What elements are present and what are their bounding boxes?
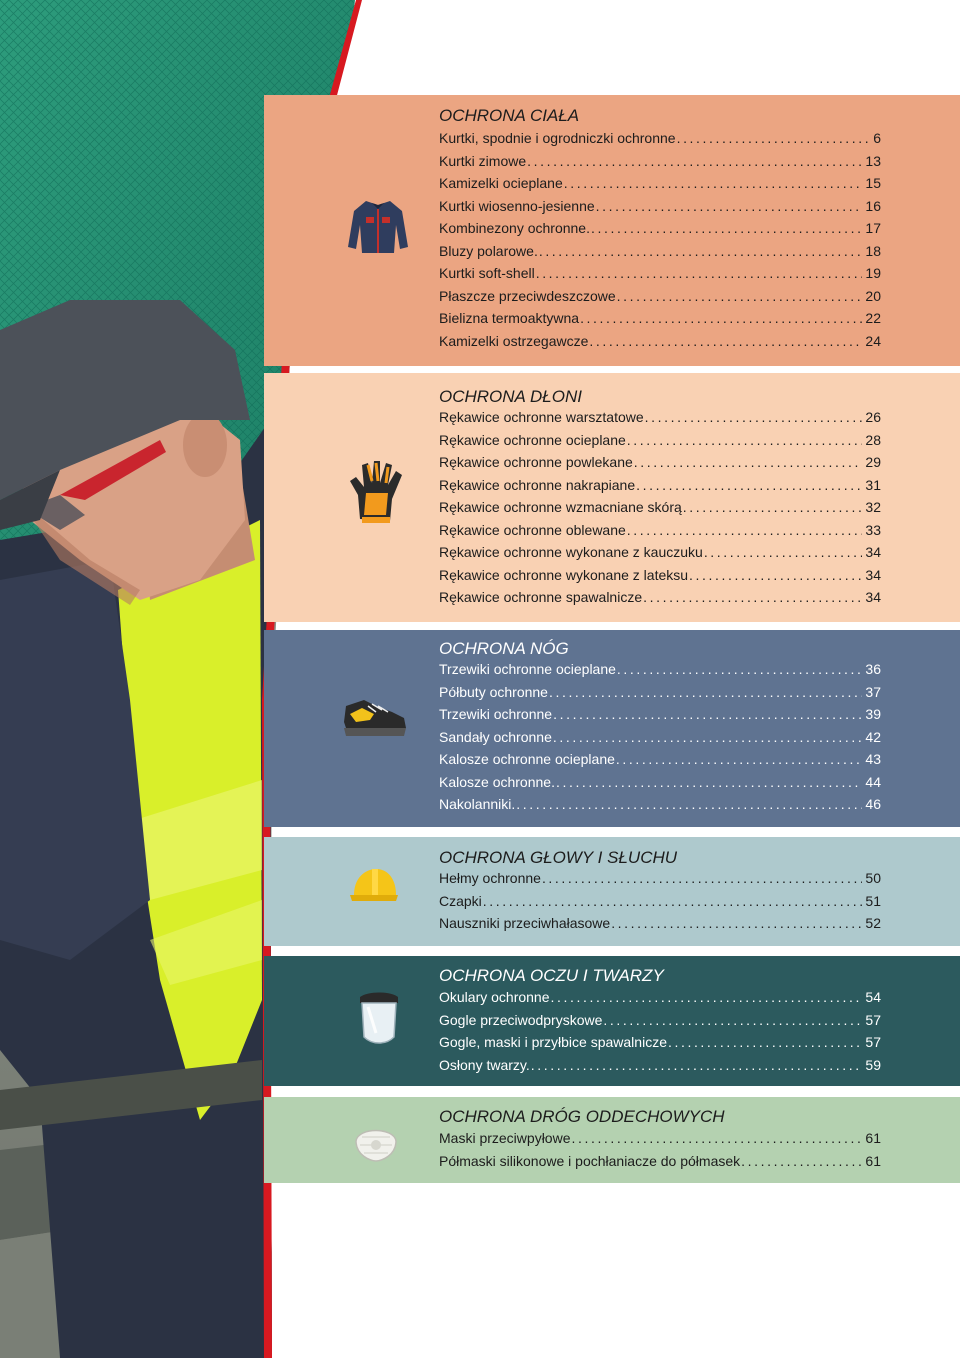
toc-entry[interactable]: Osłony twarzy. ..... 59	[439, 1057, 881, 1080]
toc-entry[interactable]: Kamizelki ostrzegawcze ..... 24	[439, 333, 881, 356]
toc-entry[interactable]: Rękawice ochronne spawalnicze ..... 34	[439, 589, 881, 612]
toc-entry[interactable]: Półbuty ochronne ..... 37	[439, 684, 881, 707]
helmet-icon	[348, 865, 400, 905]
toc-entry[interactable]: Kurtki soft-shell ..... 19	[439, 265, 881, 288]
toc-entry[interactable]: Rękawice ochronne nakrapiane ..... 31	[439, 477, 881, 500]
section-title: OCHRONA OCZU I TWARZY	[439, 966, 664, 985]
toc-entry[interactable]: Rękawice ochronne oblewane ..... 33	[439, 522, 881, 545]
toc-entry[interactable]: Rękawice ochronne wykonane z kauczuku ..... 34	[439, 544, 881, 567]
toc-entry[interactable]: Gogle, maski i przyłbice spawalnicze ..... 57	[439, 1034, 881, 1057]
section-title: OCHRONA GŁOWY I SŁUCHU	[439, 848, 678, 867]
shoe-icon	[342, 692, 410, 738]
respirator-mask-icon	[352, 1121, 400, 1163]
toc-entry[interactable]: Kurtki zimowe ..... 13	[439, 153, 881, 176]
toc-entry[interactable]: Półmaski silikonowe i pochłaniacze do półmasek ..... 61	[439, 1153, 881, 1176]
toc-entry[interactable]: Czapki ..... 51	[439, 893, 881, 916]
toc-entry[interactable]: Rękawice ochronne warsztatowe ..... 26	[439, 409, 881, 432]
section-ochrona-ciala	[264, 95, 960, 366]
toc-entry[interactable]: Rękawice ochronne wzmacniane skórą ..... 32	[439, 499, 881, 522]
face-shield-icon	[354, 989, 404, 1047]
section-title: OCHRONA NÓG	[439, 639, 569, 658]
toc-entry[interactable]: Rękawice ochronne powlekane ..... 29	[439, 454, 881, 477]
toc-entry[interactable]: Kurtki wiosenno-jesienne ..... 16	[439, 198, 881, 221]
toc-entry[interactable]: Płaszcze przeciwdeszczowe ..... 20	[439, 288, 881, 311]
toc-list	[439, 1130, 881, 1175]
toc-entry[interactable]: Rękawice ochronne wykonane z lateksu ..... 34	[439, 567, 881, 590]
toc-entry[interactable]: Kalosze ochronne ocieplane ..... 43	[439, 751, 881, 774]
toc-entry[interactable]: Bielizna termoaktywna ..... 22	[439, 310, 881, 333]
toc-entry[interactable]: Trzewiki ochronne ocieplane ..... 36	[439, 661, 881, 684]
toc-list	[439, 661, 881, 819]
section-ochrona-drog-oddechowych	[264, 1097, 960, 1183]
toc-entry[interactable]: Kamizelki ocieplane ..... 15	[439, 175, 881, 198]
section-title: OCHRONA DŁONI	[439, 387, 582, 406]
toc-list	[439, 870, 881, 938]
section-ochrona-oczu	[264, 956, 960, 1086]
toc-entry[interactable]: Maski przeciwpyłowe ..... 61	[439, 1130, 881, 1153]
toc-entry[interactable]: Trzewiki ochronne ..... 39	[439, 706, 881, 729]
toc-entry[interactable]: Bluzy polarowe. ..... 18	[439, 243, 881, 266]
toc-entry[interactable]: Hełmy ochronne ..... 50	[439, 870, 881, 893]
toc-entry[interactable]: Kombinezony ochronne. ..... 17	[439, 220, 881, 243]
toc-entry[interactable]: Kurtki, spodnie i ogrodniczki ochronne ..... 6	[439, 130, 881, 153]
section-ochrona-glowy	[264, 837, 960, 946]
toc-entry[interactable]: Kalosze ochronne. ..... 44	[439, 774, 881, 797]
toc-entry[interactable]: Gogle przeciwodpryskowe ..... 57	[439, 1012, 881, 1035]
toc-entry[interactable]: Nakolanniki. ..... 46	[439, 796, 881, 819]
toc-entry[interactable]: Rękawice ochronne ocieplane ..... 28	[439, 432, 881, 455]
toc-entry[interactable]: Nauszniki przeciwhałasowe ..... 52	[439, 915, 881, 938]
section-ochrona-nog	[264, 630, 960, 827]
toc-entry[interactable]: Sandały ochronne ..... 42	[439, 729, 881, 752]
toc-list	[439, 409, 881, 612]
section-title: OCHRONA DRÓG ODDECHOWYCH	[439, 1107, 725, 1126]
section-title: OCHRONA CIAŁA	[439, 106, 580, 125]
toc-list	[439, 130, 881, 355]
toc-list	[439, 989, 881, 1079]
section-ochrona-dloni	[264, 373, 960, 622]
toc-entry[interactable]: Okulary ochronne ..... 54	[439, 989, 881, 1012]
glove-icon	[348, 459, 404, 525]
jacket-icon	[346, 195, 410, 259]
